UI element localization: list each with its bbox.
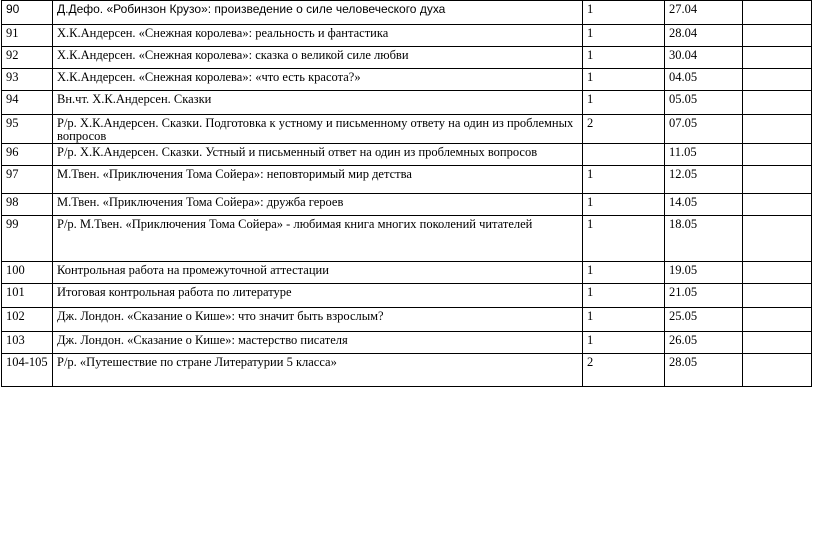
empty-cell <box>743 262 812 284</box>
table-row <box>2 69 812 91</box>
empty-cell <box>743 308 812 332</box>
lesson-plan-table <box>1 0 812 387</box>
empty-cell <box>743 194 812 216</box>
empty-cell <box>743 166 812 194</box>
lesson-topic: Р/р. «Путешествие по стране Литературии 5 класса» <box>53 354 583 387</box>
lesson-date: 27.04 <box>665 1 743 25</box>
lesson-number: 100 <box>2 262 53 284</box>
lesson-date: 30.04 <box>665 47 743 69</box>
table-row <box>2 25 812 47</box>
lesson-number: 90 <box>2 1 53 25</box>
lesson-hours: 1 <box>583 47 665 69</box>
table-row <box>2 115 812 144</box>
lesson-date: 21.05 <box>665 284 743 308</box>
table-row <box>2 194 812 216</box>
lesson-hours: 1 <box>583 194 665 216</box>
lesson-topic: Контрольная работа на промежуточной аттестации <box>53 262 583 284</box>
lesson-date: 28.05 <box>665 354 743 387</box>
lesson-topic: М.Твен. «Приключения Тома Сойера»: дружба героев <box>53 194 583 216</box>
lesson-number: 97 <box>2 166 53 194</box>
lesson-number: 103 <box>2 332 53 354</box>
lesson-date: 12.05 <box>665 166 743 194</box>
lesson-topic: Х.К.Андерсен. «Снежная королева»: реальность и фантастика <box>53 25 583 47</box>
table-row <box>2 91 812 115</box>
lesson-topic: Х.К.Андерсен. «Снежная королева»: «что есть красота?» <box>53 69 583 91</box>
lesson-number: 91 <box>2 25 53 47</box>
lesson-topic: Дж. Лондон. «Сказание о Кише»: что значит быть взрослым? <box>53 308 583 332</box>
empty-cell <box>743 47 812 69</box>
lesson-date: 14.05 <box>665 194 743 216</box>
table-row <box>2 354 812 387</box>
lesson-hours: 1 <box>583 69 665 91</box>
empty-cell <box>743 354 812 387</box>
table-row <box>2 144 812 166</box>
lesson-number: 92 <box>2 47 53 69</box>
empty-cell <box>743 144 812 166</box>
lesson-number: 98 <box>2 194 53 216</box>
lesson-date: 26.05 <box>665 332 743 354</box>
lesson-hours: 1 <box>583 284 665 308</box>
table-row <box>2 216 812 262</box>
lesson-number: 96 <box>2 144 53 166</box>
lesson-hours: 1 <box>583 216 665 262</box>
lesson-number: 93 <box>2 69 53 91</box>
table-row <box>2 166 812 194</box>
lesson-hours: 1 <box>583 308 665 332</box>
empty-cell <box>743 115 812 144</box>
lesson-hours: 1 <box>583 25 665 47</box>
lesson-topic: Дж. Лондон. «Сказание о Кише»: мастерство писателя <box>53 332 583 354</box>
table-row <box>2 332 812 354</box>
lesson-topic: Х.К.Андерсен. «Снежная королева»: сказка о великой силе любви <box>53 47 583 69</box>
lesson-topic: Итоговая контрольная работа по литературе <box>53 284 583 308</box>
lesson-hours: 1 <box>583 262 665 284</box>
lesson-topic: М.Твен. «Приключения Тома Сойера»: неповторимый мир детства <box>53 166 583 194</box>
lesson-date: 25.05 <box>665 308 743 332</box>
lesson-hours: 1 <box>583 1 665 25</box>
lesson-topic: Р/р. Х.К.Андерсен. Сказки. Устный и письменный ответ на один из проблемных вопросов <box>53 144 583 166</box>
table-row <box>2 1 812 25</box>
table-row <box>2 284 812 308</box>
lesson-date: 11.05 <box>665 144 743 166</box>
lesson-date: 05.05 <box>665 91 743 115</box>
lesson-date: 04.05 <box>665 69 743 91</box>
lesson-hours: 1 <box>583 91 665 115</box>
lesson-topic: Р/р. Х.К.Андерсен. Сказки. Подготовка к устному и письменному ответу на один из проблемных вопросов <box>53 115 583 144</box>
lesson-topic: Д.Дефо. «Робинзон Крузо»: произведение о силе человеческого духа <box>53 1 583 25</box>
lesson-number: 95 <box>2 115 53 144</box>
lesson-hours: 2 <box>583 354 665 387</box>
lesson-topic: Р/р. М.Твен. «Приключения Тома Сойера» - любимая книга многих поколений читателей <box>53 216 583 262</box>
empty-cell <box>743 216 812 262</box>
lesson-date: 07.05 <box>665 115 743 144</box>
lesson-hours: 1 <box>583 166 665 194</box>
lesson-hours: 2 <box>583 115 665 144</box>
lesson-number: 99 <box>2 216 53 262</box>
lesson-date: 18.05 <box>665 216 743 262</box>
table-row <box>2 262 812 284</box>
lesson-hours <box>583 144 665 166</box>
lesson-number: 102 <box>2 308 53 332</box>
empty-cell <box>743 91 812 115</box>
empty-cell <box>743 332 812 354</box>
table-row <box>2 47 812 69</box>
lesson-topic: Вн.чт. Х.К.Андерсен. Сказки <box>53 91 583 115</box>
table-row <box>2 308 812 332</box>
lesson-number: 101 <box>2 284 53 308</box>
lesson-hours: 1 <box>583 332 665 354</box>
lesson-date: 28.04 <box>665 25 743 47</box>
empty-cell <box>743 69 812 91</box>
lesson-date: 19.05 <box>665 262 743 284</box>
empty-cell <box>743 284 812 308</box>
lesson-number: 104-105 <box>2 354 53 387</box>
empty-cell <box>743 25 812 47</box>
lesson-number: 94 <box>2 91 53 115</box>
empty-cell <box>743 1 812 25</box>
